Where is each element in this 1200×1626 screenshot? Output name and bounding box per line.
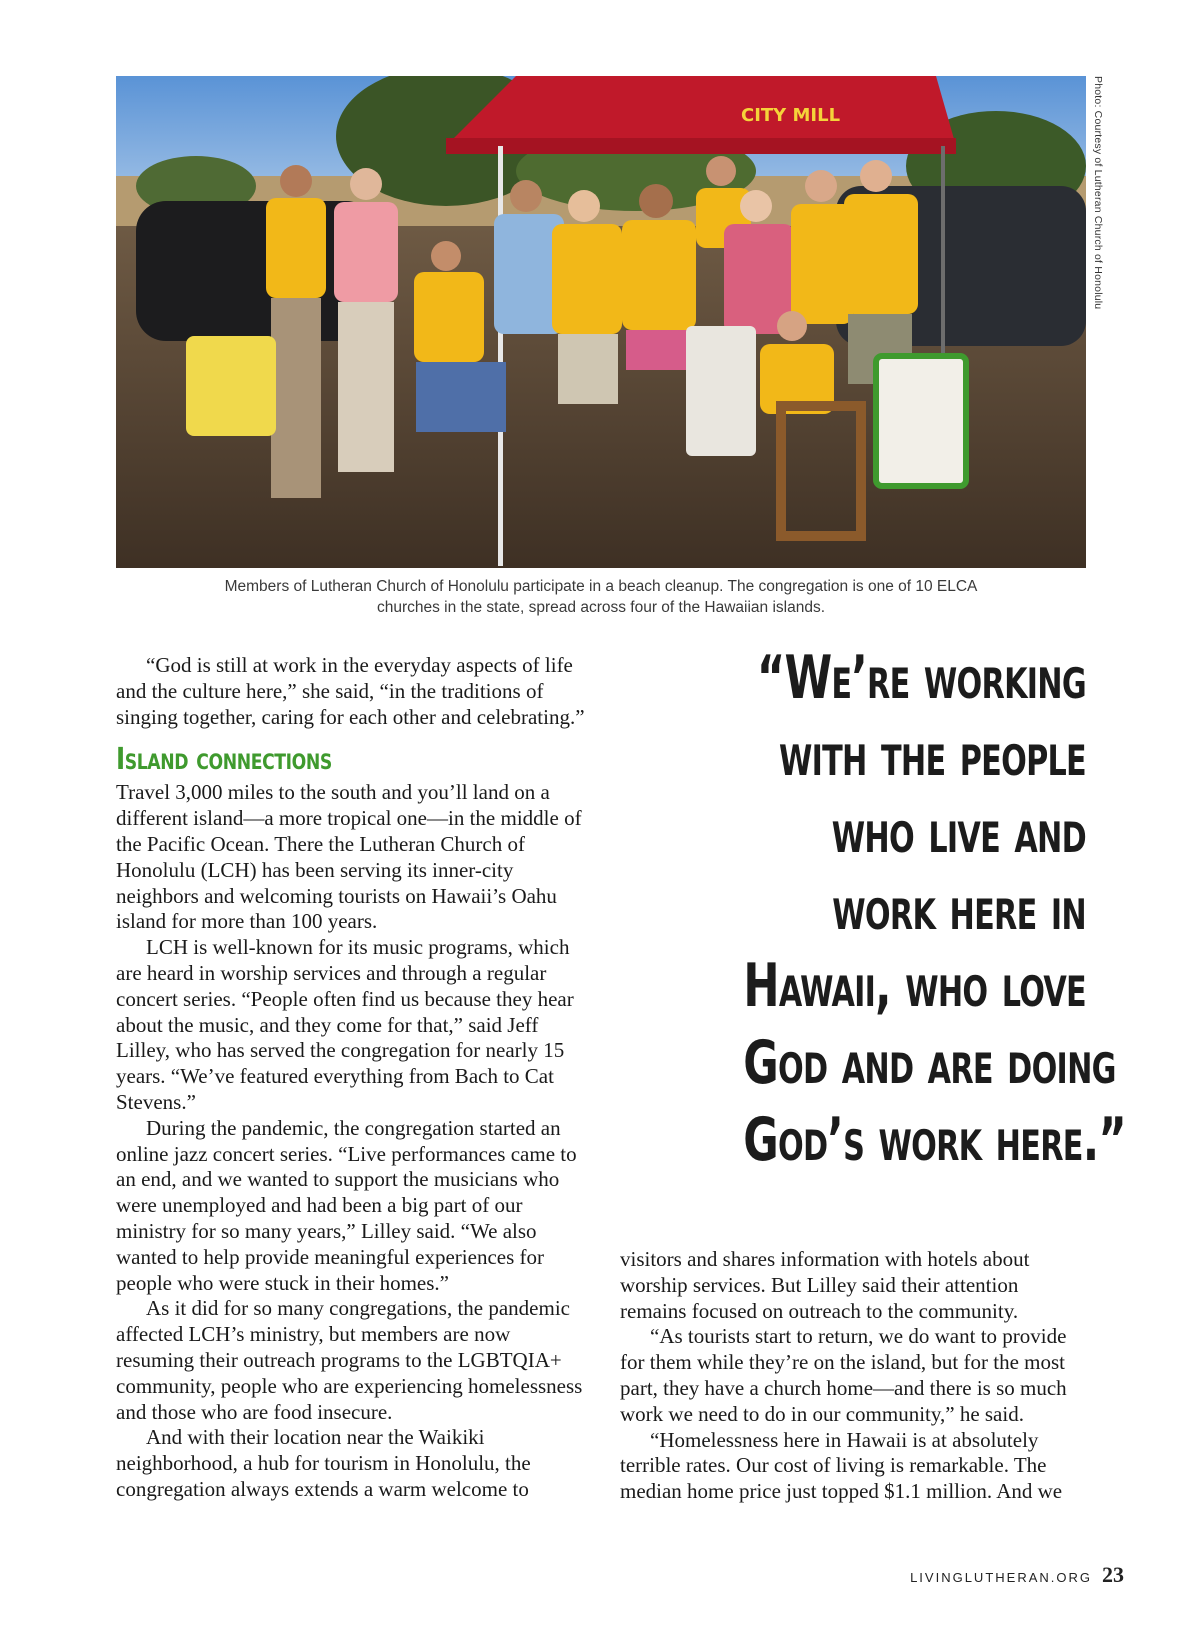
article-right-column <box>620 1247 1086 1505</box>
page-number: 23 <box>1102 1562 1124 1587</box>
section-subhead: Island connections <box>116 742 332 778</box>
article-paragraph: LCH is well-known for its music programs, which are heard in worship services and through a regular concert series. “People often find us because they hear about the music, and they come for that,” said Jeff Lilley, who has served the congregation for nearly 15 years. “We’ve featured everything from Bach to Cat Stevens.” <box>116 935 574 1114</box>
article-paragraph: “God is still at work in the everyday aspects of life and the culture here,” she said, “in the traditions of singing together, caring for each other and celebrating.” <box>116 653 585 729</box>
photo-illustration <box>116 76 1086 568</box>
cleanup-group-photo <box>116 76 1086 568</box>
pull-quote-line: with the people <box>778 720 1086 790</box>
article-paragraph: “Homelessness here in Hawaii is at absolutely terrible rates. Our cost of living is remarkable. The median home price just topped $1.1 million. And we <box>620 1427 1063 1504</box>
page-footer <box>910 1562 1124 1588</box>
pull-quote-line: who live and <box>831 797 1086 867</box>
article-paragraph: visitors and shares information with hotels about worship services. But Lilley said their attention remains focused on outreach to the community. <box>620 1247 1030 1323</box>
article-left-column <box>116 653 586 1503</box>
pull-quote-line: God’s work here.” <box>743 1105 1127 1175</box>
website-url: LIVINGLUTHERAN.ORG <box>910 1570 1092 1585</box>
pull-quote <box>610 640 1127 1179</box>
photo-caption <box>116 576 1086 618</box>
pull-quote-line: “We’re working <box>756 643 1086 713</box>
photo-credit: Photo: Courtesy of Lutheran Church of Honolulu <box>1092 76 1104 310</box>
article-paragraph: And with their location near the Waikiki neighborhood, a hub for tourism in Honolulu, the congregation always extends a warm welcome to <box>116 1425 531 1501</box>
svg-text:CITY MILL: CITY MILL <box>741 105 841 126</box>
pull-quote-line: work here in <box>832 874 1086 944</box>
article-paragraph: “As tourists start to return, we do want to provide for them while they’re on the island, but for the most part, they have a church home—and there is so much work we need to do in our community,” he said. <box>620 1324 1067 1426</box>
article-paragraph: Travel 3,000 miles to the south and you’ll land on a different island—a more tropical one—in the middle of the Pacific Ocean. There the Lutheran Church of Honolulu (LCH) has been serving its inner-city neighbors and welcoming tourists on Hawaii’s Oahu island for more than 100 years. <box>116 780 582 934</box>
caption-line-2: churches in the state, spread across four of the Hawaiian islands. <box>376 599 826 616</box>
caption-line-1: Members of Lutheran Church of Honolulu participate in a beach cleanup. The congregation is one of 10 ELCA <box>224 578 978 595</box>
pull-quote-line: God and are doing <box>743 1028 1116 1098</box>
article-paragraph: During the pandemic, the congregation started an online jazz concert series. “Live performances came to an end, and we wanted to support the musicians who were unemployed and had been a big part of our ministry for so many years,” Lilley said. “We also wanted to help provide meaningful experiences for people who were stuck in their homes.” <box>116 1115 577 1295</box>
article-paragraph: As it did for so many congregations, the pandemic affected LCH’s ministry, but members are now resuming their outreach programs to the LGBTQIA+ community, people who are experiencing homelessness and those who are food insecure. <box>116 1296 583 1424</box>
pull-quote-line: Hawaii, who love <box>743 951 1086 1021</box>
